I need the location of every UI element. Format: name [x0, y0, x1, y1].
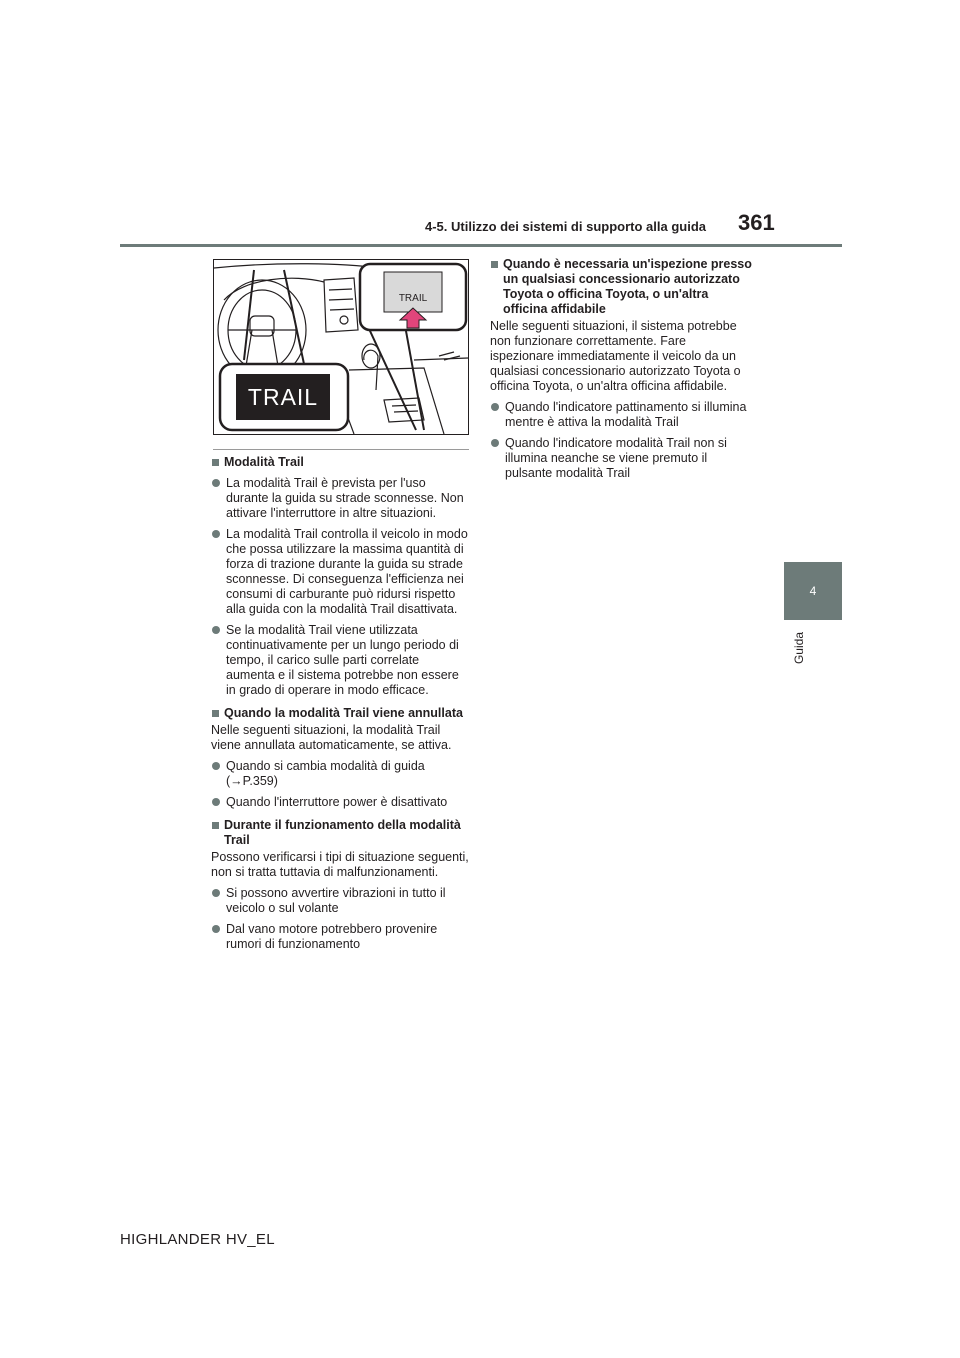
list-item: Se la modalità Trail viene utilizzata continuativamente per un lungo periodo di tempo, il carico sulle parti correlate aumenta e il sistema potrebbe non essere in grado di operare in modo efficace.: [211, 623, 471, 698]
square-bullet-icon: [212, 459, 219, 466]
paragraph: Nelle seguenti situazioni, il sistema potrebbe non funzionare correttamente. Fare ispezionare immediatamente il veicolo da un qualsiasi concessionario autorizzato Toyota o officina Toyota, o un'altra officina affidabile.: [490, 319, 741, 393]
round-bullet-icon: [212, 925, 220, 933]
button-label: TRAIL: [398, 293, 428, 304]
left-column: [211, 455, 471, 952]
section-title: 4-5. Utilizzo dei sistemi di supporto alla guida: [425, 219, 706, 234]
heading-inspection: Quando è necessaria un'ispezione presso un qualsiasi concessionario autorizzato Toyota o officina Toyota, o un'altra officina affidabile: [490, 257, 752, 317]
trail-switch: [384, 272, 442, 312]
square-bullet-icon: [212, 710, 219, 717]
round-bullet-icon: [212, 626, 220, 634]
chapter-label: Guida: [792, 632, 806, 665]
callout-label: TRAIL: [247, 384, 319, 410]
trail-switch-illustration: [213, 259, 469, 435]
round-bullet-icon: [212, 530, 220, 538]
list-item: Si possono avvertire vibrazioni in tutto il veicolo o sul volante: [211, 886, 471, 916]
list-item: Quando l'indicatore pattinamento si illumina mentre è attiva la modalità Trail: [490, 400, 752, 430]
list-item: Quando si cambia modalità di guida (→P.359): [211, 759, 471, 789]
heading-operation: Durante il funzionamento della modalità Trail: [211, 818, 471, 848]
round-bullet-icon: [491, 439, 499, 447]
heading-cancel: Quando la modalità Trail viene annullata: [211, 706, 471, 721]
page-number: 361: [738, 210, 775, 235]
right-column: [490, 257, 752, 481]
illustration-rule: [213, 449, 469, 450]
square-bullet-icon: [491, 261, 498, 268]
dashboard-drawing: [214, 260, 468, 434]
square-bullet-icon: [212, 822, 219, 829]
round-bullet-icon: [212, 889, 220, 897]
paragraph: Nelle seguenti situazioni, la modalità Trail viene annullata automaticamente, se attiva.: [211, 723, 452, 752]
round-bullet-icon: [212, 762, 220, 770]
round-bullet-icon: [212, 798, 220, 806]
paragraph: Possono verificarsi i tipi di situazione seguenti, non si tratta tuttavia di malfunzionamenti.: [211, 850, 469, 879]
list-item: La modalità Trail è prevista per l'uso durante la guida su strade sconnesse. Non attivare l'interruttore in altre situazioni.: [211, 476, 471, 521]
chapter-number: 4: [809, 584, 817, 598]
list-item: Dal vano motore potrebbero provenire rumori di funzionamento: [211, 922, 471, 952]
chapter-tab: [784, 562, 842, 620]
list-item: Quando l'interruttore power è disattivato: [211, 795, 471, 810]
header-rule: [120, 244, 842, 247]
heading-trail-mode: Modalità Trail: [211, 455, 471, 470]
list-item: Quando l'indicatore modalità Trail non si illumina neanche se viene premuto il pulsante modalità Trail: [490, 436, 752, 481]
round-bullet-icon: [491, 403, 499, 411]
round-bullet-icon: [212, 479, 220, 487]
list-item: La modalità Trail controlla il veicolo in modo che possa utilizzare la massima quantità di forza di trazione durante la guida su strade sconnesse. Di conseguenza l'efficienza nei consumi di carburante può ridursi rispetto alla guida con la modalità Trail disattivata.: [211, 527, 471, 617]
footer-model-code: HIGHLANDER HV_EL: [120, 1231, 275, 1248]
